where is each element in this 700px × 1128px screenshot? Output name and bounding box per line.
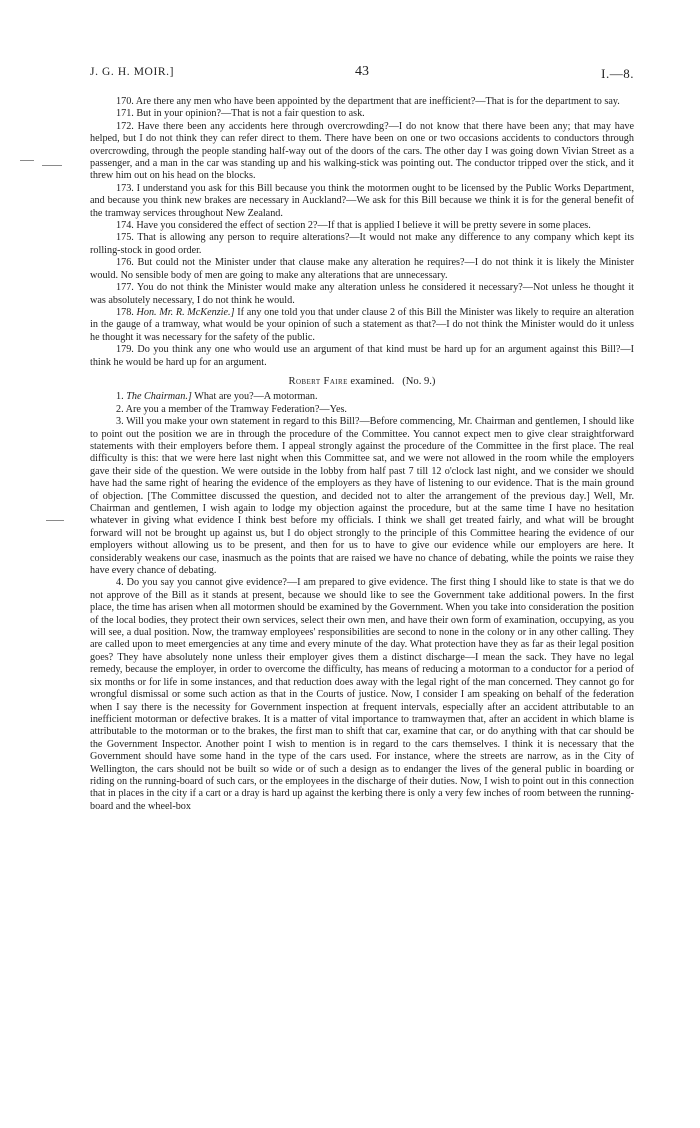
question-paragraph: 171. But in your opinion?—That is not a fair question to ask. — [116, 108, 365, 120]
question-paragraph: 4. Do you say you cannot give evidence?—I am prepared to give evidence. The first thing I should like to state is that we do not approve of the Bill as it stands at present, because we should like to see the Government take additional powers. In the first place, the time has arisen when all motormen should be examined by the Government. When you take into consideration the position of the local bodies, they protect their own services, select their own men, and have their own form of examination, occupying, as you will see, a dual position. Now, the tramway employees' responsibilities are second to none in the colony or in any other calling. They are called upon to meet emergencies at any time and every minute of the day. What protection have they as far as their legal position goes? They have absolutely none unless their employer gives them a distinct discharge—I mean the sack. They have no legal remedy, because the employer, in order to overcome the difficulty, has means of reducing a motorman to a conductor for a period of six months or for life in some instances, and that reduction does away with the legal right of the man concerned. They cannot go for wrongful dismissal or some such action as that in the Courts of justice. Now, I consider I am speaking on behalf of the federation when I say there is the necessity for Government inspection at frequent intervals, especially after an accident attributable to an inefficient motorman or defective brakes. It is a matter of vital importance to tramwaymen that, after an accident in which blame is attributable to the motorman or to the brakes, the first man to shift that car, examine that car, or do anything with that car should be the Government Inspector. Another point I wish to mention is in regard to the cars themselves. I think it is necessary that the Government should have some hand in the type of the cars used. For instance, where the streets are narrow, as in the City of Wellington, the cars should not be built so wide or of such a design as to endanger the lives of the general public in boarding or riding on the running-board of such cars, or the employees in the discharge of their duties. Now, I wish to point out in this connection that in places in the city if a cart or a dray is hard up against the kerbing there is only a very few inches of room between the running-board and the wheel-box — [90, 577, 634, 812]
witness-heading — [90, 376, 634, 388]
witness-number: (No. 9.) — [402, 375, 436, 387]
speaker-name: Hon. Mr. R. McKenzie.] — [136, 306, 235, 318]
question-paragraph: 177. You do not think the Minister would make any alteration unless he considered it necessary?—Not unless he thought it was absolutely necessary, I do not think he would. — [90, 282, 634, 306]
question-paragraph: 3. Will you make your own statement in regard to this Bill?—Before commencing, Mr. Chairman and gentlemen, I should like to point out the position we are in through the procedure of the Committee. You cannot expect men to give clear straightforward statements with their employers before them. I appeal strongly against the procedure of the Committee in the first place. The real difficulty is this: that we were here last night when this Committee sat, and we were not allowed in the room while the employers gave their side of the question. We were outside in the lobby from half past 7 till 12 o'clock last night, and we consider we should have had the same right of hearing the evidence of the employers as they have of listening to our evidence. That is the main ground of objection. [The Committee discussed the question, and decided not to alter the arrangement of the previous day.] Well, Mr. Chairman and gentlemen, I wish again to lodge my objection against the procedure, but at the same time I have no hesitation whatever in giving what evidence I think best before my officials. I think we shall get treated fairly, and what will be brought forward will not be brought up against us, but I do object strongly to the principle of this Committee hearing the evidence of our employers without allowing us to be present, and then for us to have to give our evidence while our employers are here. It considerably weakens our case, inasmuch as the points that are raised we have no chance of debating, while the points we raise they have every chance of debating. — [90, 416, 634, 577]
witness-name: Robert Faire — [288, 375, 348, 387]
margin-mark — [20, 160, 34, 161]
margin-mark — [42, 165, 62, 166]
question-paragraph: 172. Have there been any accidents here through overcrowding?—I do not know that there have been any; that may have helped, but I do not think they can refer direct to them. There have been on one or two occasions accidents to conductors through overcrowding, through the people standing half-way out of the doors of the cars. The other day I was going down Vivian Street as a passenger, and a man in the car was standing up and his walking-stick was pointing out. The conductor tripped over the stick, and it threw him out on his head on the blocks. — [90, 120, 634, 182]
question-paragraph: 176. But could not the Minister under that clause make any alteration he requires?—I do not think it is likely the Minister would. No sensible body of men are going to make any alterations that are unnecessary. — [90, 257, 634, 281]
speaker-name: The Chairman.] — [126, 391, 192, 403]
question-number: 178. — [116, 306, 134, 318]
question-paragraph: 170. Are there any men who have been appointed by the department that are inefficient?—That is for the department to say. — [116, 96, 620, 107]
question-number: 1. — [116, 391, 124, 403]
question-paragraph — [90, 391, 634, 403]
header-witness-name: J. G. H. MOIR.] — [90, 66, 175, 78]
question-paragraph: 2. Are you a member of the Tramway Federation?—Yes. — [116, 403, 347, 415]
page-number: 43 — [355, 64, 369, 79]
question-paragraph: 179. Do you think any one who would use an argument of that kind must be hard up for an argument against this Bill?—I think he would be hard up for an argument. — [90, 344, 634, 368]
question-paragraph — [90, 307, 634, 344]
header-paper-reference: I.—8. — [601, 66, 634, 81]
question-text: What are you?—A motorman. — [191, 391, 318, 403]
question-paragraph: 174. Have you considered the effect of section 2?—If that is applied I believe it will be pretty severe in some places. — [116, 220, 591, 232]
question-text: If any one told you that under clause 2 of this Bill the Minister was likely to require an alteration in the gauge of a tramway, what would be your opinion of such a statement as that?—I do not think the Minister would do it unless he thought it was necessary for the safety of the public. — [90, 306, 634, 343]
question-paragraph: 173. I understand you ask for this Bill because you think the motormen ought to be licensed by the Public Works Department, and because you think new brakes are necessary in Auckland?—We ask for this Bill because we think it is for the general benefit of the tramway services throughout New Zealand. — [90, 182, 634, 219]
running-header — [90, 66, 634, 84]
document-body — [90, 96, 634, 813]
witness-examined: examined. — [347, 375, 395, 387]
question-paragraph: 175. That is allowing any person to require alterations?—It would not make any difference to any company which kept its rolling-stock in good order. — [90, 232, 634, 256]
margin-mark — [46, 520, 64, 521]
